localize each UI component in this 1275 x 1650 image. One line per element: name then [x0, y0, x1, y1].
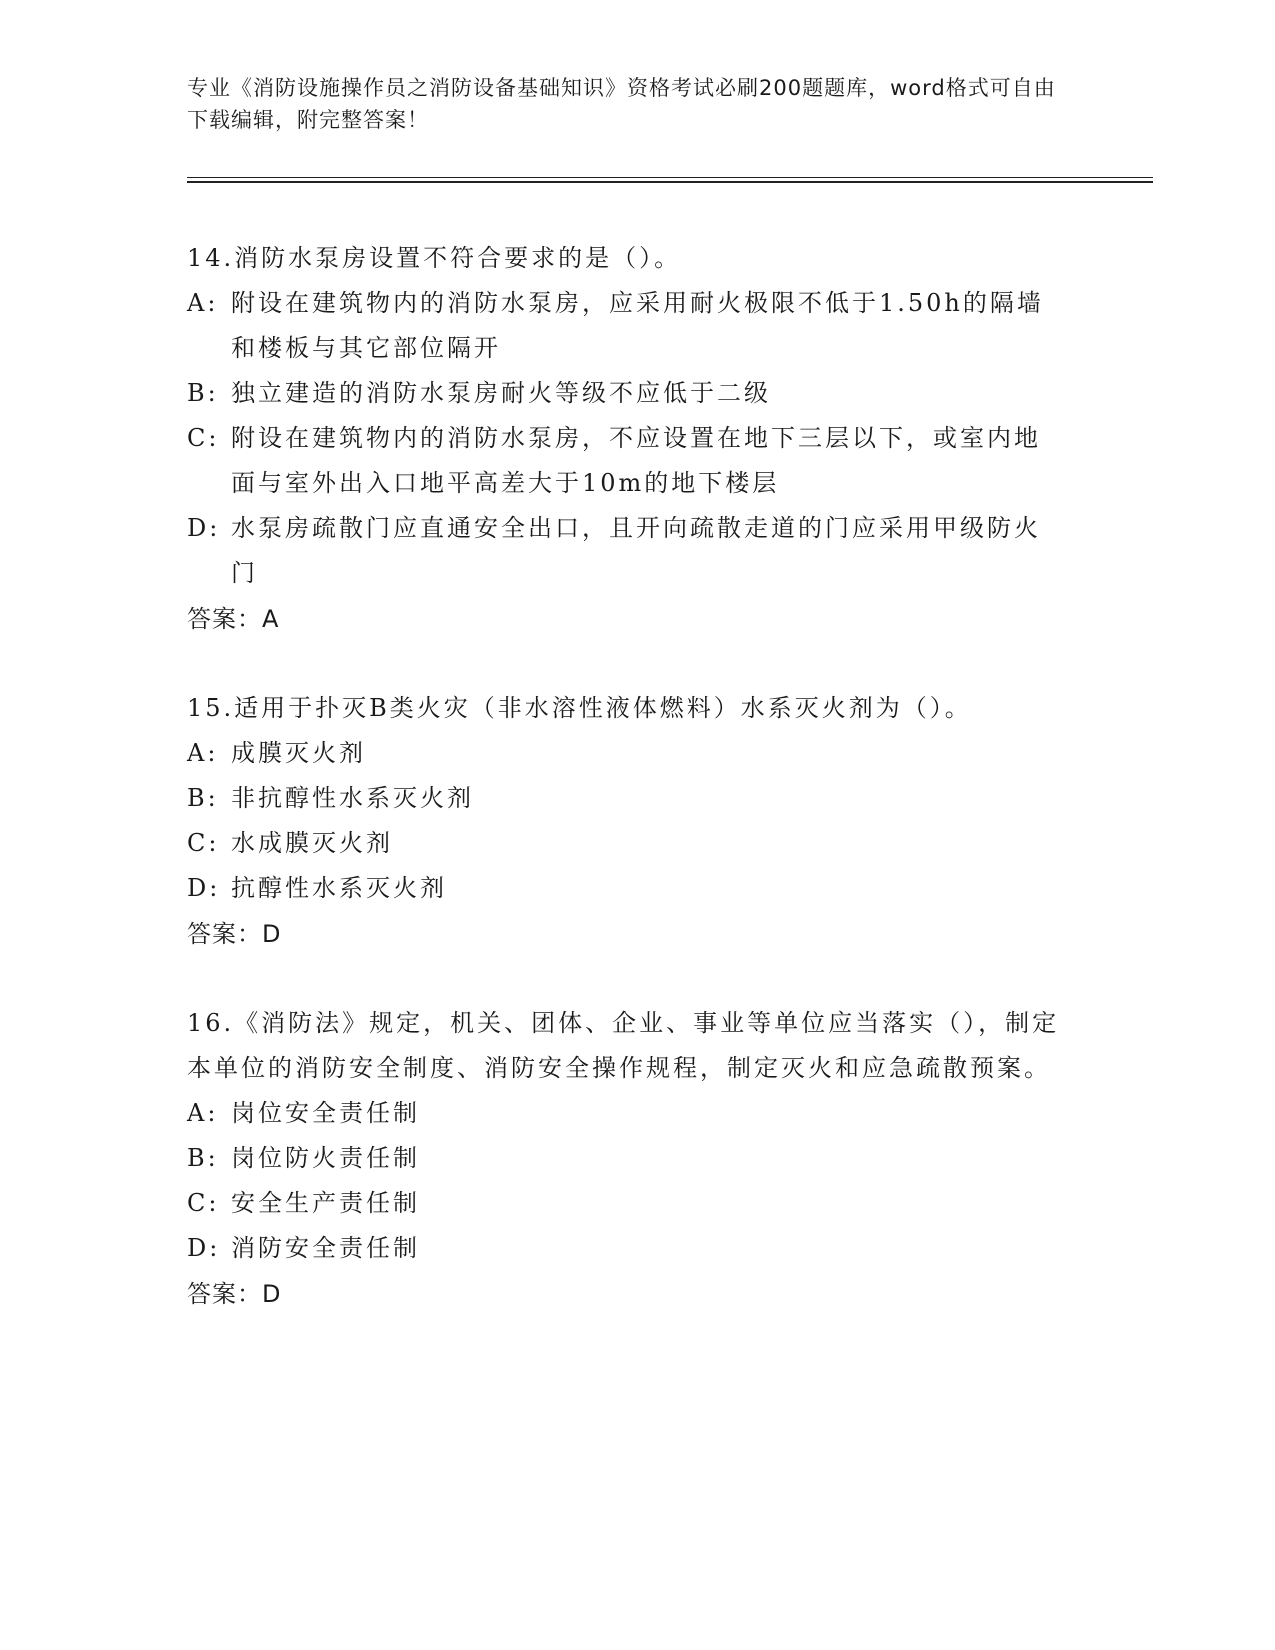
question-15: [187, 686, 1067, 957]
option-d: [187, 866, 1067, 911]
header-divider-thin: [187, 177, 1153, 178]
option-text: 附设在建筑物内的消防水泵房，不应设置在地下三层以下，或室内地面与室外出入口地平高差大于10m的地下楼层: [231, 424, 1041, 497]
option-key: B:: [187, 784, 219, 812]
option-key: C:: [187, 1189, 220, 1217]
option-text: 消防安全责任制: [231, 1234, 420, 1262]
option-key: D:: [187, 1234, 221, 1262]
option-b: [187, 776, 1067, 821]
option-text: 成膜灭火剂: [231, 739, 366, 767]
answer-line: 答案：D: [187, 1280, 282, 1308]
option-d: [187, 1226, 1067, 1271]
option-text: 岗位防火责任制: [231, 1144, 420, 1172]
option-text: 岗位安全责任制: [231, 1099, 420, 1127]
option-c: [187, 821, 1067, 866]
option-c: [187, 416, 1067, 506]
question-14: [187, 236, 1067, 642]
option-key: A:: [187, 1099, 219, 1127]
option-key: D:: [187, 874, 221, 902]
option-key: D:: [187, 514, 221, 542]
option-text: 水泵房疏散门应直通安全出口，且开向疏散走道的门应采用甲级防火门: [231, 514, 1041, 587]
option-key: C:: [187, 829, 220, 857]
option-a: [187, 1091, 1067, 1136]
answer-line: 答案：A: [187, 605, 280, 633]
question-16: [187, 1001, 1067, 1317]
option-b: [187, 371, 1067, 416]
option-a: [187, 281, 1067, 371]
option-text: 抗醇性水系灭火剂: [231, 874, 447, 902]
question-stem: 16.《消防法》规定，机关、团体、企业、事业等单位应当落实（），制定本单位的消防安全制度、消防安全操作规程，制定灭火和应急疏散预案。: [187, 1009, 1060, 1082]
option-c: [187, 1181, 1067, 1226]
question-stem: 15.适用于扑灭B类火灾（非水溶性液体燃料）水系灭火剂为（）。: [187, 694, 972, 722]
question-stem: 14.消防水泵房设置不符合要求的是（）。: [187, 244, 682, 272]
question-list: [187, 236, 1067, 1361]
document-header: 专业《消防设施操作员之消防设备基础知识》资格考试必刷200题题库，word格式可自由下载编辑，附完整答案！: [187, 76, 1056, 132]
option-a: [187, 731, 1067, 776]
option-key: C:: [187, 424, 220, 452]
option-key: A:: [187, 739, 219, 767]
header-divider-thick: [187, 181, 1153, 183]
option-d: [187, 506, 1067, 596]
option-text: 独立建造的消防水泵房耐火等级不应低于二级: [231, 379, 771, 407]
answer-line: 答案：D: [187, 920, 282, 948]
option-text: 安全生产责任制: [231, 1189, 420, 1217]
option-text: 附设在建筑物内的消防水泵房，应采用耐火极限不低于1.50h的隔墙和楼板与其它部位隔开: [231, 289, 1044, 362]
option-key: B:: [187, 1144, 219, 1172]
option-text: 非抗醇性水系灭火剂: [231, 784, 474, 812]
option-text: 水成膜灭火剂: [231, 829, 393, 857]
option-key: A:: [187, 289, 219, 317]
option-key: B:: [187, 379, 219, 407]
option-b: [187, 1136, 1067, 1181]
